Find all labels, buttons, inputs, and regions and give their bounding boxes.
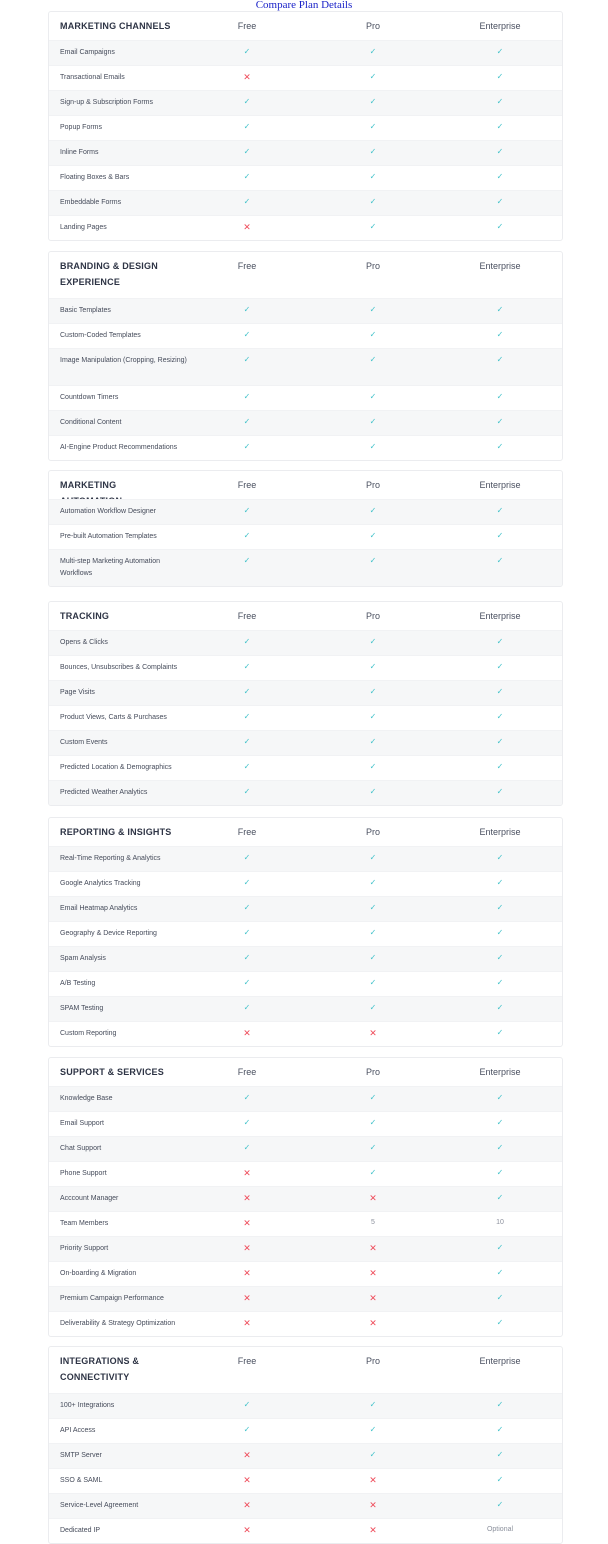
check-icon: ✓: [496, 1293, 504, 1302]
table-row: [49, 846, 562, 871]
feature-label: Countdown Timers: [60, 394, 119, 401]
check-icon: ✓: [369, 222, 377, 231]
table-row: [49, 1393, 562, 1418]
feature-label: Multi-step Marketing Automation Workflows: [60, 558, 160, 577]
table-row: [49, 385, 562, 410]
check-icon: ✓: [243, 122, 251, 131]
check-icon: ✓: [496, 1028, 504, 1037]
check-icon: ✓: [369, 978, 377, 987]
feature-label: Inline Forms: [60, 149, 99, 156]
section-title: BRANDING & DESIGN EXPERIENCE: [60, 261, 158, 287]
table-row: [49, 1161, 562, 1186]
check-icon: ✓: [496, 1268, 504, 1277]
check-icon: ✓: [496, 147, 504, 156]
feature-rows: [49, 40, 562, 240]
table-row: [49, 435, 562, 460]
feature-label: Automation Workflow Designer: [60, 508, 156, 515]
section-header: [49, 252, 562, 298]
check-icon: ✓: [369, 787, 377, 796]
cross-icon: ✕: [243, 72, 251, 82]
column-header-enterprise: Enterprise: [479, 21, 521, 31]
check-icon: ✓: [369, 762, 377, 771]
feature-label: Phone Support: [60, 1170, 107, 1177]
check-icon: ✓: [496, 712, 504, 721]
column-header-pro: Pro: [365, 21, 381, 31]
feature-rows: [49, 630, 562, 805]
table-row: [49, 40, 562, 65]
check-icon: ✓: [243, 442, 251, 451]
feature-label: Knowledge Base: [60, 1095, 113, 1102]
check-icon: ✓: [243, 687, 251, 696]
table-row: [49, 1021, 562, 1046]
section-integrations-and-connectivity: [48, 1346, 563, 1544]
feature-label: Product Views, Carts & Purchases: [60, 714, 167, 721]
feature-label: Email Campaigns: [60, 49, 115, 56]
section-branding-and-design-experience: [48, 251, 563, 461]
check-icon: ✓: [496, 762, 504, 771]
check-icon: ✓: [496, 556, 504, 565]
section-title: SUPPORT & SERVICES: [60, 1067, 164, 1077]
check-icon: ✓: [496, 392, 504, 401]
section-title: INTEGRATIONS & CONNECTIVITY: [60, 1356, 140, 1382]
check-icon: ✓: [369, 122, 377, 131]
table-row: [49, 871, 562, 896]
feature-label: Geography & Device Reporting: [60, 930, 157, 937]
feature-label: Image Manipulation (Cropping, Resizing): [60, 357, 187, 364]
check-icon: ✓: [496, 1193, 504, 1202]
table-row: [49, 1418, 562, 1443]
feature-label: SSO & SAML: [60, 1477, 103, 1484]
cross-icon: ✕: [369, 1318, 377, 1328]
check-icon: ✓: [369, 147, 377, 156]
check-icon: ✓: [496, 1400, 504, 1409]
check-icon: ✓: [496, 355, 504, 364]
section-marketing-automation: [48, 470, 563, 587]
check-icon: ✓: [243, 531, 251, 540]
table-row: [49, 323, 562, 348]
column-header-pro: Pro: [365, 1356, 381, 1366]
cross-icon: ✕: [243, 1318, 251, 1328]
cross-icon: ✕: [369, 1268, 377, 1278]
check-icon: ✓: [243, 662, 251, 671]
check-icon: ✓: [496, 47, 504, 56]
cross-icon: ✕: [243, 1525, 251, 1535]
check-icon: ✓: [496, 1003, 504, 1012]
column-header-free: Free: [237, 21, 257, 31]
check-icon: ✓: [496, 903, 504, 912]
table-row: [49, 524, 562, 549]
cross-icon: ✕: [369, 1293, 377, 1303]
check-icon: ✓: [243, 147, 251, 156]
feature-rows: [49, 1086, 562, 1336]
feature-label: Deliverability & Strategy Optimization: [60, 1320, 176, 1327]
section-header: [49, 602, 562, 630]
column-header-pro: Pro: [365, 261, 381, 271]
check-icon: ✓: [243, 97, 251, 106]
section-header: [49, 818, 562, 846]
section-header: [49, 1347, 562, 1393]
cross-icon: ✕: [243, 1193, 251, 1203]
table-row: [49, 996, 562, 1021]
table-row: [49, 549, 562, 586]
cross-icon: ✕: [369, 1028, 377, 1038]
cross-icon: ✕: [369, 1193, 377, 1203]
feature-label: API Access: [60, 1427, 96, 1434]
section-tracking: [48, 601, 563, 806]
table-row: [49, 921, 562, 946]
check-icon: ✓: [369, 903, 377, 912]
check-icon: ✓: [243, 787, 251, 796]
table-row: [49, 655, 562, 680]
check-icon: ✓: [369, 1143, 377, 1152]
check-icon: ✓: [243, 737, 251, 746]
check-icon: ✓: [369, 928, 377, 937]
check-icon: ✓: [369, 417, 377, 426]
check-icon: ✓: [243, 878, 251, 887]
check-icon: ✓: [369, 953, 377, 962]
table-row: [49, 1136, 562, 1161]
cross-icon: ✕: [243, 1293, 251, 1303]
check-icon: ✓: [243, 953, 251, 962]
feature-rows: [49, 499, 562, 586]
check-icon: ✓: [496, 1318, 504, 1327]
check-icon: ✓: [496, 1093, 504, 1102]
feature-label: Google Analytics Tracking: [60, 880, 141, 887]
table-row: [49, 1236, 562, 1261]
cross-icon: ✕: [243, 1168, 251, 1178]
check-icon: ✓: [243, 712, 251, 721]
check-icon: ✓: [496, 72, 504, 81]
check-icon: ✓: [369, 1003, 377, 1012]
column-header-enterprise: Enterprise: [479, 261, 521, 271]
check-icon: ✓: [243, 197, 251, 206]
check-icon: ✓: [369, 197, 377, 206]
feature-label: Premium Campaign Performance: [60, 1295, 164, 1302]
feature-label: Embeddable Forms: [60, 199, 122, 206]
check-icon: ✓: [369, 687, 377, 696]
section-title: REPORTING & INSIGHTS: [60, 827, 172, 837]
check-icon: ✓: [243, 1093, 251, 1102]
check-icon: ✓: [243, 762, 251, 771]
cross-icon: ✕: [369, 1475, 377, 1485]
check-icon: ✓: [496, 330, 504, 339]
table-row: [49, 90, 562, 115]
check-icon: ✓: [243, 355, 251, 364]
feature-label: Predicted Weather Analytics: [60, 789, 148, 796]
cross-icon: ✕: [369, 1525, 377, 1535]
feature-label: Chat Support: [60, 1145, 102, 1152]
table-row: [49, 1261, 562, 1286]
table-row: [49, 499, 562, 524]
check-icon: ✓: [243, 506, 251, 515]
column-header-pro: Pro: [365, 827, 381, 837]
plan-value: 5: [371, 1219, 375, 1226]
check-icon: ✓: [369, 392, 377, 401]
check-icon: ✓: [243, 1400, 251, 1409]
check-icon: ✓: [496, 1243, 504, 1252]
table-row: [49, 1311, 562, 1336]
check-icon: ✓: [369, 355, 377, 364]
cross-icon: ✕: [243, 222, 251, 232]
column-header-enterprise: Enterprise: [479, 1356, 521, 1366]
table-row: [49, 165, 562, 190]
check-icon: ✓: [496, 1143, 504, 1152]
column-header-pro: Pro: [365, 480, 381, 490]
cross-icon: ✕: [369, 1243, 377, 1253]
check-icon: ✓: [369, 442, 377, 451]
table-row: [49, 1286, 562, 1311]
check-icon: ✓: [243, 1143, 251, 1152]
table-row: [49, 971, 562, 996]
feature-label: Conditional Content: [60, 419, 122, 426]
feature-label: Priority Support: [60, 1245, 109, 1252]
check-icon: ✓: [369, 97, 377, 106]
feature-label: Custom Events: [60, 739, 108, 746]
section-marketing-channels: [48, 11, 563, 241]
check-icon: ✓: [496, 442, 504, 451]
table-row: [49, 780, 562, 805]
check-icon: ✓: [369, 47, 377, 56]
check-icon: ✓: [369, 72, 377, 81]
check-icon: ✓: [243, 637, 251, 646]
check-icon: ✓: [243, 305, 251, 314]
feature-label: A/B Testing: [60, 980, 96, 987]
check-icon: ✓: [243, 903, 251, 912]
cross-icon: ✕: [243, 1028, 251, 1038]
table-row: [49, 410, 562, 435]
section-support-and-services: [48, 1057, 563, 1337]
check-icon: ✓: [369, 1425, 377, 1434]
check-icon: ✓: [496, 1450, 504, 1459]
feature-label: On-boarding & Migration: [60, 1270, 137, 1277]
check-icon: ✓: [496, 1500, 504, 1509]
table-row: [49, 896, 562, 921]
check-icon: ✓: [496, 1118, 504, 1127]
check-icon: ✓: [496, 853, 504, 862]
check-icon: ✓: [243, 978, 251, 987]
table-row: [49, 1086, 562, 1111]
column-header-free: Free: [237, 611, 257, 621]
table-row: [49, 1111, 562, 1136]
cross-icon: ✕: [243, 1500, 251, 1510]
table-row: [49, 298, 562, 323]
check-icon: ✓: [243, 1003, 251, 1012]
check-icon: ✓: [496, 122, 504, 131]
feature-label: SPAM Testing: [60, 1005, 104, 1012]
check-icon: ✓: [496, 506, 504, 515]
check-icon: ✓: [243, 330, 251, 339]
feature-label: Page Visits: [60, 689, 95, 696]
check-icon: ✓: [496, 1168, 504, 1177]
check-icon: ✓: [243, 556, 251, 565]
check-icon: ✓: [243, 1118, 251, 1127]
check-icon: ✓: [496, 737, 504, 746]
check-icon: ✓: [496, 222, 504, 231]
cross-icon: ✕: [243, 1218, 251, 1228]
table-row: [49, 730, 562, 755]
check-icon: ✓: [369, 637, 377, 646]
section-header: [49, 12, 562, 40]
check-icon: ✓: [369, 853, 377, 862]
table-row: [49, 65, 562, 90]
column-header-free: Free: [237, 1356, 257, 1366]
check-icon: ✓: [496, 1475, 504, 1484]
section-title: MARKETING CHANNELS: [60, 21, 171, 31]
cross-icon: ✕: [369, 1500, 377, 1510]
check-icon: ✓: [369, 1093, 377, 1102]
column-header-free: Free: [237, 480, 257, 490]
feature-rows: [49, 298, 562, 460]
section-header: [49, 1058, 562, 1086]
feature-label: Landing Pages: [60, 224, 107, 231]
table-row: [49, 1468, 562, 1493]
table-row: [49, 1211, 562, 1236]
feature-label: AI-Engine Product Recommendations: [60, 444, 178, 451]
feature-label: Sign-up & Subscription Forms: [60, 99, 153, 106]
feature-label: Dedicated IP: [60, 1527, 101, 1534]
check-icon: ✓: [369, 305, 377, 314]
check-icon: ✓: [496, 687, 504, 696]
check-icon: ✓: [496, 172, 504, 181]
section-title: MARKETING: [60, 480, 117, 490]
check-icon: ✓: [243, 172, 251, 181]
table-row: [49, 705, 562, 730]
table-row: [49, 348, 562, 385]
check-icon: ✓: [369, 506, 377, 515]
check-icon: ✓: [243, 853, 251, 862]
table-row: [49, 755, 562, 780]
check-icon: ✓: [369, 1450, 377, 1459]
feature-label: SMTP Server: [60, 1452, 102, 1459]
table-row: [49, 1493, 562, 1518]
feature-label: Acccount Manager: [60, 1195, 119, 1202]
check-icon: ✓: [496, 531, 504, 540]
check-icon: ✓: [243, 928, 251, 937]
section-title: TRACKING: [60, 611, 110, 621]
table-row: [49, 946, 562, 971]
feature-label: Email Support: [60, 1120, 104, 1127]
feature-label: Bounces, Unsubscribes & Complaints: [60, 664, 178, 671]
check-icon: ✓: [496, 305, 504, 314]
check-icon: ✓: [369, 531, 377, 540]
cross-icon: ✕: [243, 1243, 251, 1253]
column-header-free: Free: [237, 261, 257, 271]
cross-icon: ✕: [243, 1268, 251, 1278]
feature-rows: [49, 846, 562, 1046]
column-header-pro: Pro: [365, 611, 381, 621]
check-icon: ✓: [496, 637, 504, 646]
check-icon: ✓: [369, 1168, 377, 1177]
check-icon: ✓: [496, 417, 504, 426]
plan-value: Optional: [486, 1526, 514, 1533]
feature-label: Predicted Location & Demographics: [60, 764, 172, 771]
section-header: [49, 471, 562, 499]
check-icon: ✓: [496, 662, 504, 671]
column-header-enterprise: Enterprise: [479, 611, 521, 621]
check-icon: ✓: [496, 97, 504, 106]
check-icon: ✓: [243, 47, 251, 56]
check-icon: ✓: [369, 662, 377, 671]
section-reporting-and-insights: [48, 817, 563, 1047]
feature-label: Transactional Emails: [60, 74, 125, 81]
check-icon: ✓: [496, 928, 504, 937]
table-row: [49, 630, 562, 655]
plan-value: 10: [496, 1219, 504, 1226]
table-row: [49, 115, 562, 140]
table-row: [49, 190, 562, 215]
check-icon: ✓: [369, 330, 377, 339]
check-icon: ✓: [496, 1425, 504, 1434]
check-icon: ✓: [369, 1400, 377, 1409]
column-header-free: Free: [237, 1067, 257, 1077]
column-header-free: Free: [237, 827, 257, 837]
check-icon: ✓: [496, 978, 504, 987]
table-row: [49, 1443, 562, 1468]
column-header-pro: Pro: [365, 1067, 381, 1077]
check-icon: ✓: [369, 737, 377, 746]
table-row: [49, 680, 562, 705]
table-row: [49, 215, 562, 240]
column-header-enterprise: Enterprise: [479, 827, 521, 837]
feature-label: Custom Reporting: [60, 1030, 117, 1037]
check-icon: ✓: [369, 1118, 377, 1127]
check-icon: ✓: [369, 878, 377, 887]
feature-label: Floating Boxes & Bars: [60, 174, 130, 181]
page-title: Compare Plan Details: [255, 0, 353, 11]
feature-label: Service-Level Agreement: [60, 1502, 139, 1509]
check-icon: ✓: [496, 787, 504, 796]
check-icon: ✓: [496, 197, 504, 206]
check-icon: ✓: [243, 1425, 251, 1434]
column-header-enterprise: Enterprise: [479, 1067, 521, 1077]
feature-rows: [49, 1393, 562, 1543]
feature-label: Real-Time Reporting & Analytics: [60, 855, 161, 862]
feature-label: Email Heatmap Analytics: [60, 905, 138, 912]
check-icon: ✓: [243, 392, 251, 401]
feature-label: Popup Forms: [60, 124, 103, 131]
check-icon: ✓: [496, 878, 504, 887]
feature-label: 100+ Integrations: [60, 1402, 115, 1409]
table-row: [49, 1518, 562, 1543]
check-icon: ✓: [496, 953, 504, 962]
check-icon: ✓: [369, 712, 377, 721]
cross-icon: ✕: [243, 1450, 251, 1460]
check-icon: ✓: [369, 556, 377, 565]
check-icon: ✓: [243, 417, 251, 426]
column-header-enterprise: Enterprise: [479, 480, 521, 490]
feature-label: Pre-built Automation Templates: [60, 533, 157, 540]
feature-label: Team Members: [60, 1220, 109, 1227]
check-icon: ✓: [369, 172, 377, 181]
table-row: [49, 1186, 562, 1211]
table-row: [49, 140, 562, 165]
feature-label: Basic Templates: [60, 307, 111, 314]
cross-icon: ✕: [243, 1475, 251, 1485]
feature-label: Opens & Clicks: [60, 639, 108, 646]
feature-label: Custom-Coded Templates: [60, 332, 141, 339]
feature-label: Spam Analysis: [60, 955, 106, 962]
